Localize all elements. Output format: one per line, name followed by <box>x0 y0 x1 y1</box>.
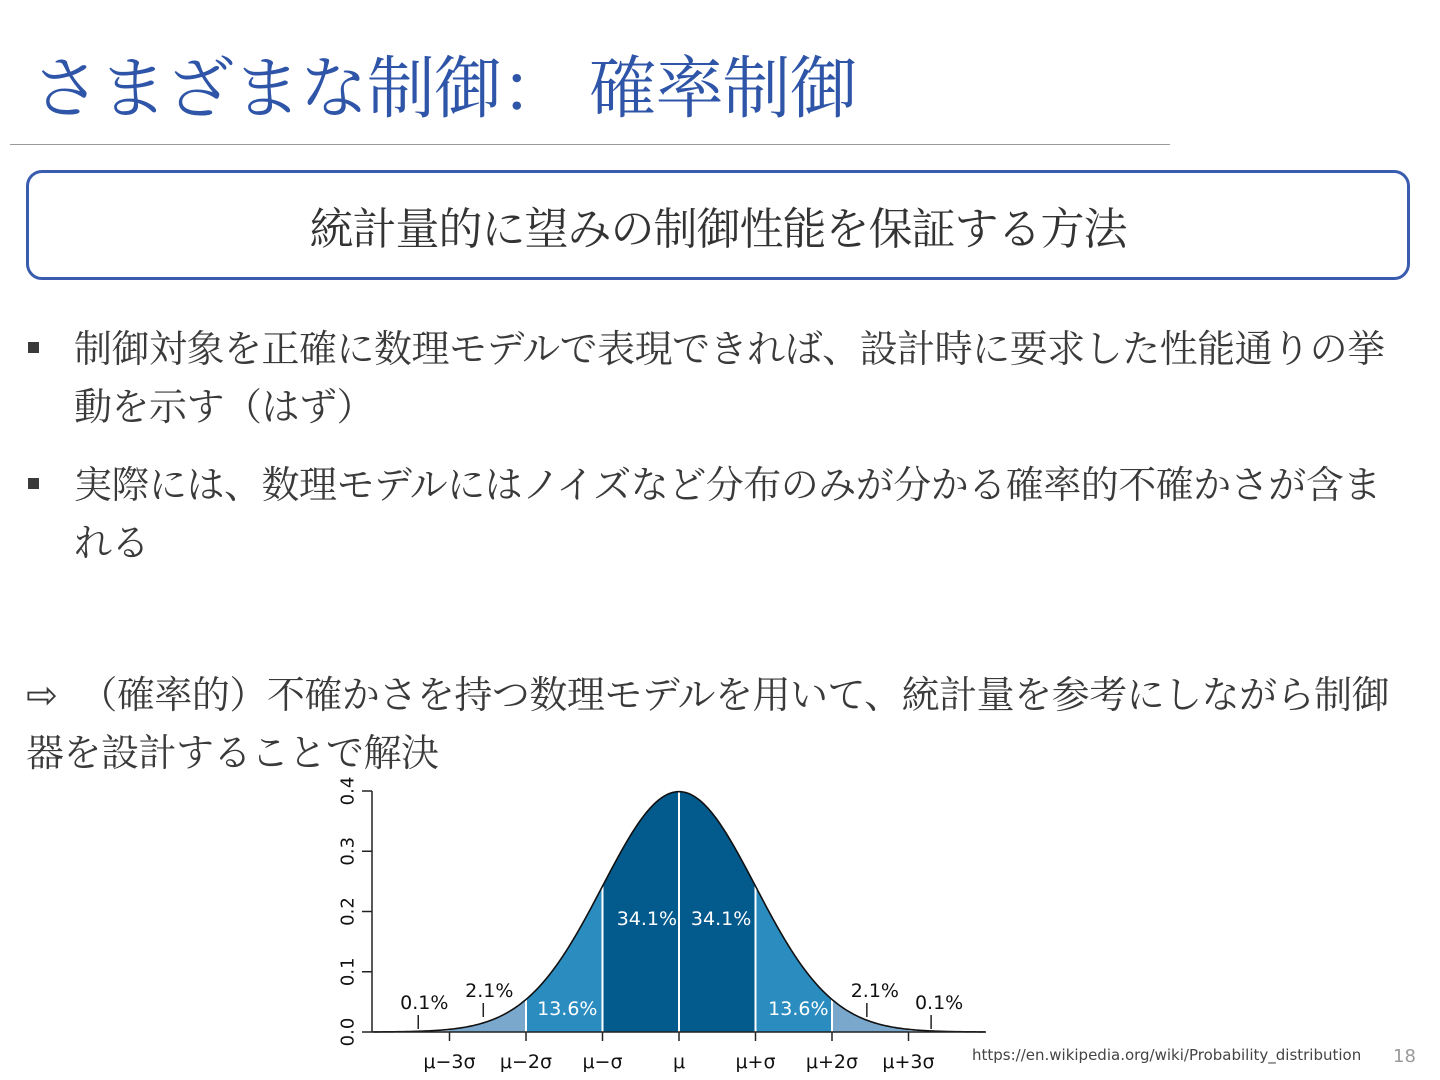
x-tick-label-4: μ+σ <box>735 1051 776 1073</box>
source-url: https://en.wikipedia.org/wiki/Probability_distribution <box>972 1046 1362 1064</box>
region-label-5: 13.6% <box>768 998 829 1020</box>
conclusion-body: （確率的）不確かさを持つ数理モデルを用いて、統計量を参考にしながら制御器を設計することで解決 <box>26 673 1390 775</box>
bullet-text: 実際には、数理モデルにはノイズなど分布のみが分かる確率的不確かさが含まれる <box>74 463 1381 565</box>
x-tick-label-5: μ+2σ <box>805 1051 859 1073</box>
callout-text: 統計量的に望みの制御性能を保証する方法 <box>309 204 1127 255</box>
y-tick-label-1: 0.1 <box>337 957 359 987</box>
y-tick-label-2: 0.2 <box>337 897 359 926</box>
region-label-7: 0.1% <box>914 992 964 1014</box>
y-tick-label-0: 0.0 <box>337 1017 359 1047</box>
region-label-3: 34.1% <box>616 908 678 930</box>
region-label-2: 13.6% <box>537 998 598 1020</box>
region-label-0: 0.1% <box>400 992 449 1014</box>
region-label-4: 34.1% <box>690 908 752 930</box>
x-tick-label-3: μ <box>672 1051 686 1073</box>
x-tick-label-6: μ+3σ <box>882 1051 935 1073</box>
x-tick-label-2: μ−σ <box>582 1051 623 1073</box>
y-tick-label-4: 0.4 <box>337 776 359 806</box>
y-tick-label-3: 0.3 <box>337 836 359 866</box>
bullet-text: 制御対象を正確に数理モデルで表現できれば、設計時に要求した性能通りの挙動を示す（はず） <box>74 327 1385 429</box>
right-arrow-icon: ⇨ <box>26 673 58 717</box>
x-tick-label-1: μ−2σ <box>499 1051 553 1073</box>
page-number: 18 <box>1393 1046 1416 1067</box>
slide-title: さまざまな制御： 確率制御 <box>32 50 857 129</box>
region-label-1: 2.1% <box>465 980 514 1002</box>
x-tick-label-0: μ−3σ <box>423 1051 476 1073</box>
region-label-6: 2.1% <box>850 980 899 1002</box>
